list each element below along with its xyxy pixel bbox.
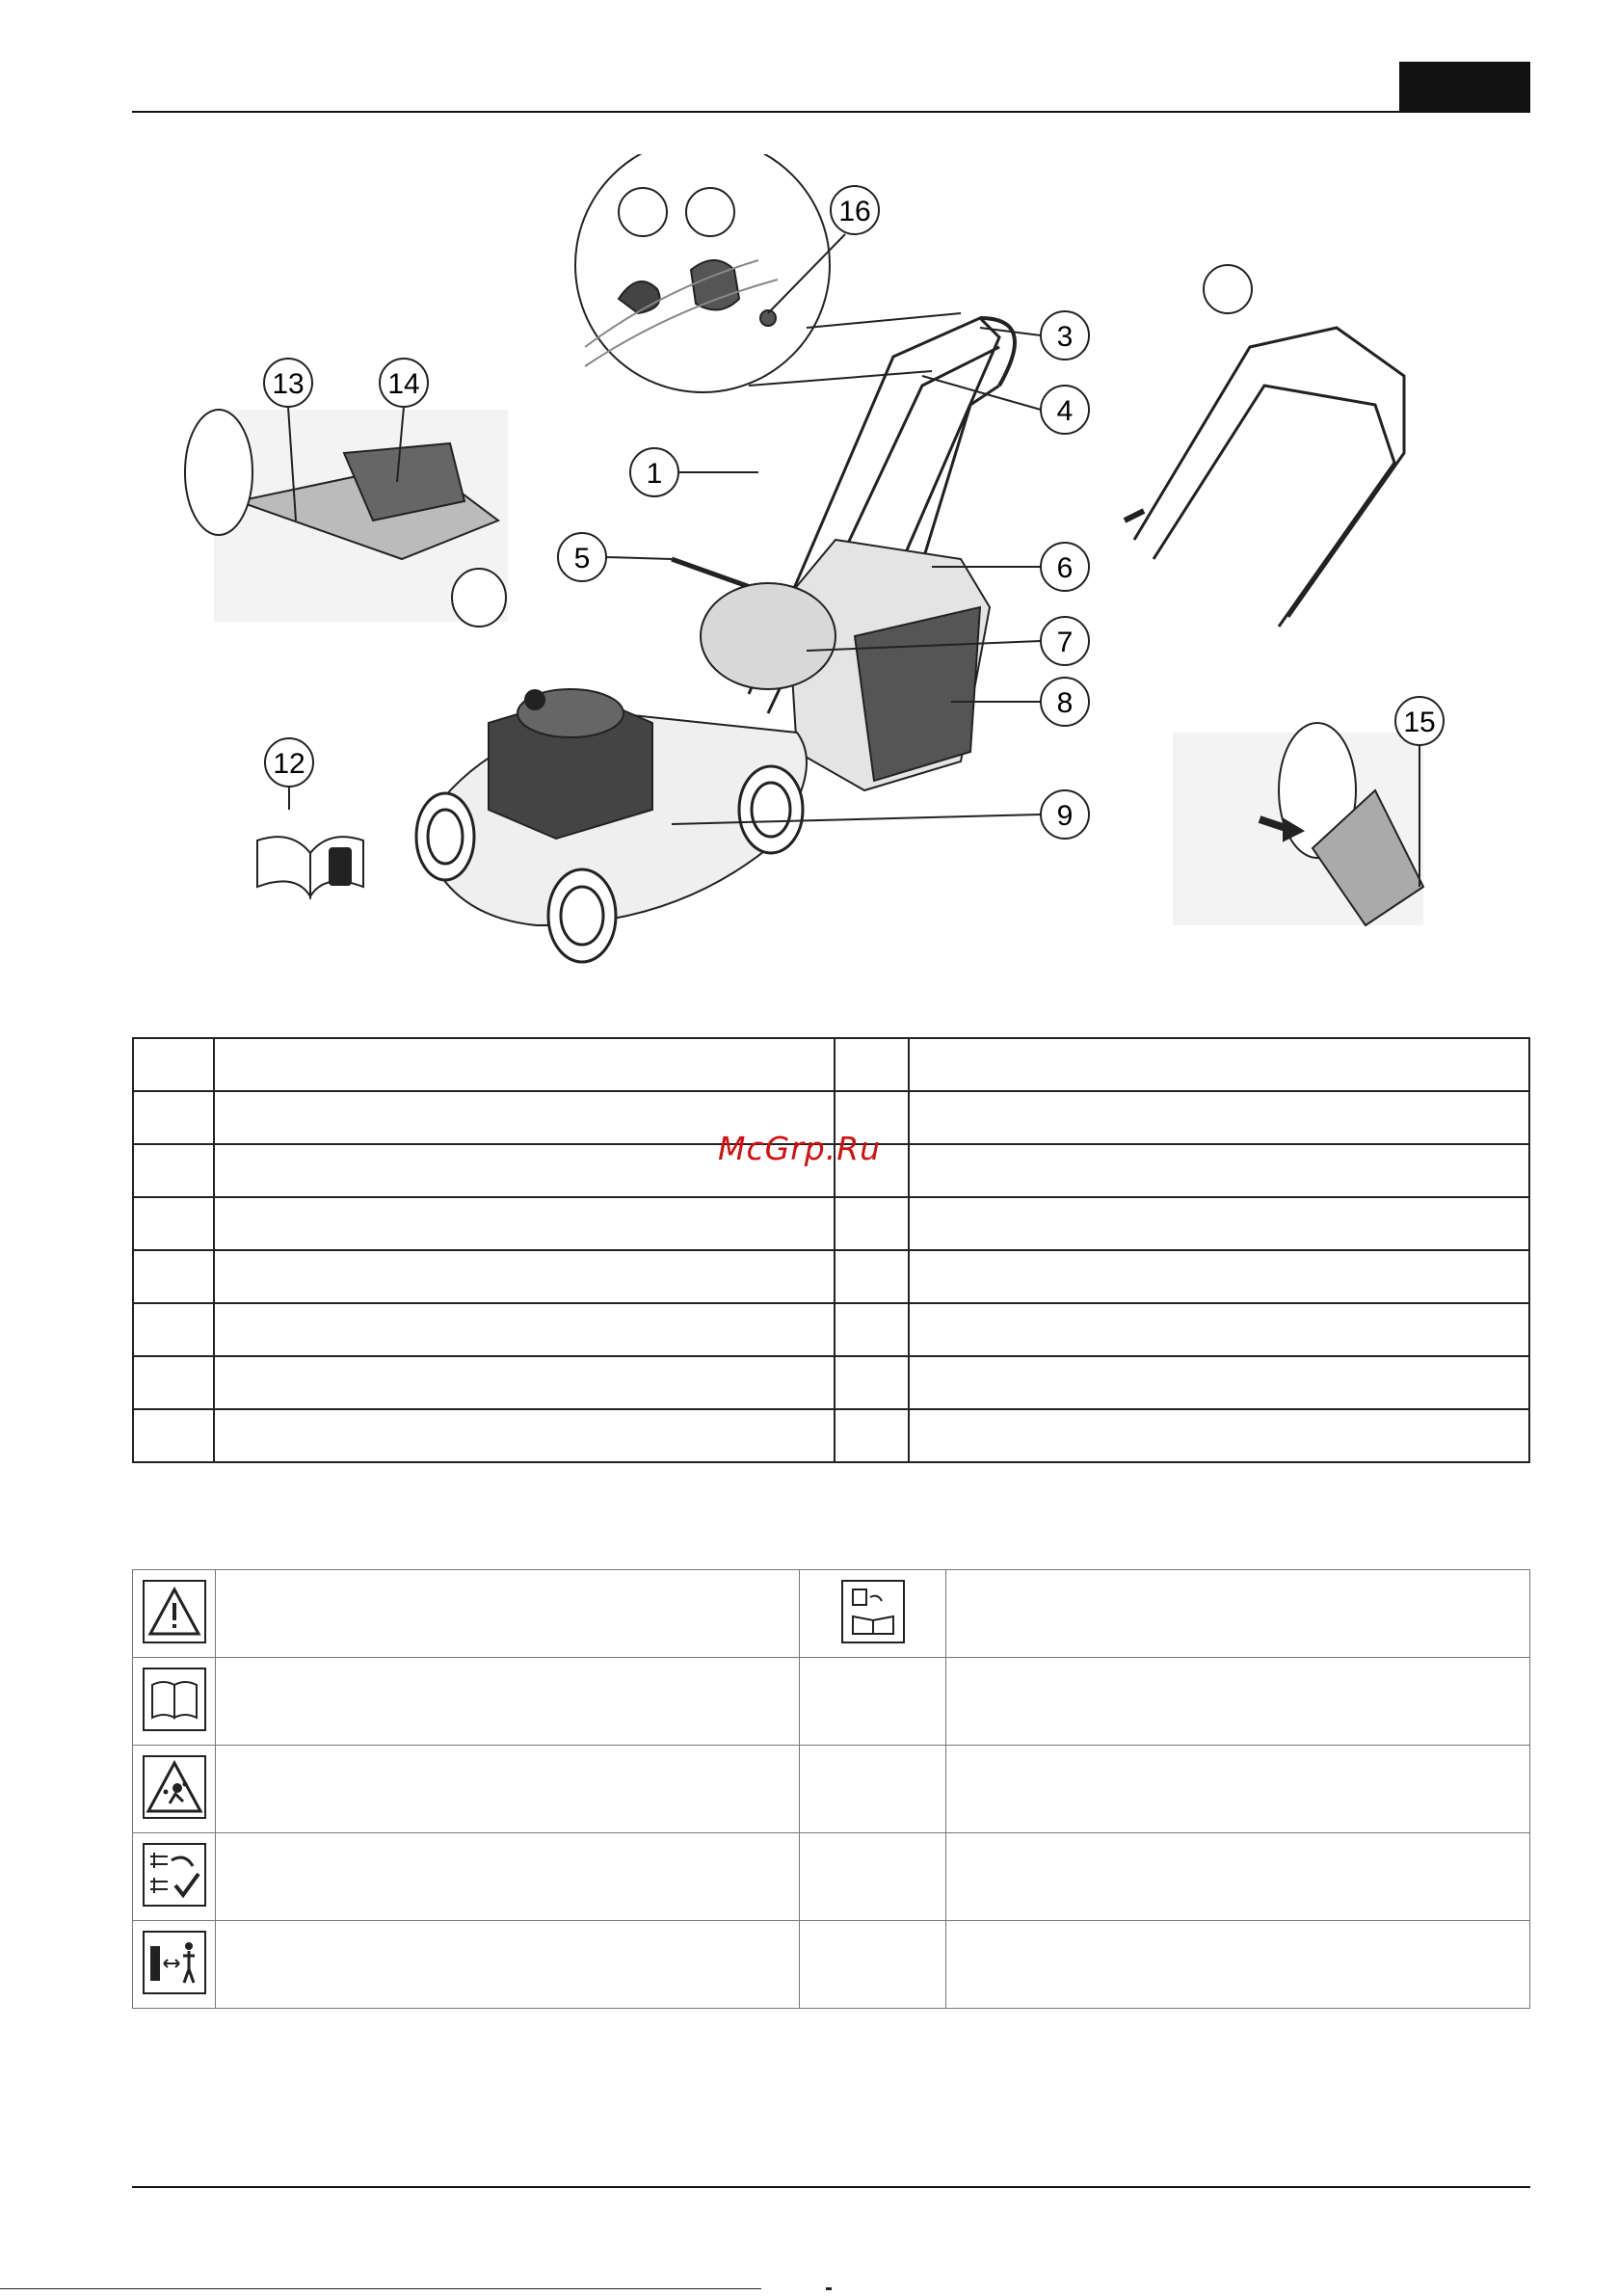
callout-16	[768, 186, 879, 313]
open-book-icon	[143, 1668, 206, 1731]
bottom-line	[0, 2288, 761, 2289]
callout-5	[558, 533, 672, 581]
symbols-row	[133, 1658, 1530, 1746]
parts-table-cell	[909, 1144, 1529, 1197]
svg-text:14: 14	[387, 368, 420, 400]
parts-table-row	[133, 1303, 1529, 1356]
symbols-row	[133, 1921, 1530, 2009]
header-rule	[132, 111, 1530, 113]
svg-text:16: 16	[838, 196, 871, 227]
parts-table-cell	[909, 1250, 1529, 1303]
parts-table-cell	[133, 1038, 214, 1091]
parts-table-cell	[835, 1197, 909, 1250]
parts-table-cell	[133, 1144, 214, 1197]
svg-text:5: 5	[573, 543, 591, 574]
disconnect-spark-plug-icon	[143, 1843, 206, 1907]
parts-table-cell	[835, 1038, 909, 1091]
warning-triangle-icon	[143, 1580, 206, 1643]
thrown-objects-warning-icon	[143, 1755, 206, 1819]
svg-text:6: 6	[1056, 552, 1074, 584]
parts-table-cell	[909, 1303, 1529, 1356]
callout-12	[265, 738, 313, 810]
svg-text:1: 1	[646, 458, 663, 490]
parts-table-cell	[214, 1250, 835, 1303]
svg-text:13: 13	[272, 368, 305, 400]
parts-table-cell	[835, 1356, 909, 1409]
parts-table	[132, 1037, 1530, 1463]
parts-table-cell	[214, 1303, 835, 1356]
watermark: McGrp.Ru	[718, 1130, 882, 1167]
parts-table-cell	[909, 1197, 1529, 1250]
svg-text:4: 4	[1056, 395, 1074, 427]
parts-table-row	[133, 1409, 1529, 1462]
svg-text:12: 12	[273, 748, 305, 780]
parts-table-cell	[133, 1250, 214, 1303]
parts-table-cell	[214, 1356, 835, 1409]
parts-table-cell	[909, 1356, 1529, 1409]
page-tab-block	[1399, 62, 1530, 112]
keep-distance-icon	[143, 1931, 206, 1994]
symbols-table	[132, 1569, 1530, 2009]
symbols-row	[133, 1570, 1530, 1658]
parts-table-cell	[214, 1409, 835, 1462]
parts-table-cell	[214, 1197, 835, 1250]
symbols-row	[133, 1746, 1530, 1833]
parts-table-cell	[133, 1197, 214, 1250]
parts-table-cell	[909, 1038, 1529, 1091]
parts-table-cell	[133, 1409, 214, 1462]
svg-text:3: 3	[1056, 321, 1074, 353]
footer-rule	[132, 2186, 1530, 2188]
symbols-row	[133, 1833, 1530, 1921]
parts-table-cell	[909, 1409, 1529, 1462]
svg-text:8: 8	[1056, 687, 1074, 719]
callout-1	[630, 448, 758, 496]
callout-4	[922, 376, 1089, 434]
parts-table-cell	[133, 1303, 214, 1356]
parts-table-cell	[133, 1356, 214, 1409]
parts-table-cell	[909, 1091, 1529, 1144]
bottom-tick	[826, 2287, 832, 2290]
parts-table-cell	[835, 1250, 909, 1303]
parts-table-row	[133, 1250, 1529, 1303]
lawnmower-illustration	[132, 154, 1530, 1002]
parts-table-row	[133, 1038, 1529, 1091]
parts-table-cell	[835, 1303, 909, 1356]
parts-table-cell	[214, 1038, 835, 1091]
engine-maintenance-manual-icon	[841, 1580, 905, 1643]
svg-text:9: 9	[1056, 800, 1074, 832]
parts-table-row	[133, 1356, 1529, 1409]
parts-table-cell	[133, 1091, 214, 1144]
svg-text:7: 7	[1056, 627, 1074, 658]
svg-text:15: 15	[1403, 707, 1436, 738]
parts-table-row	[133, 1197, 1529, 1250]
parts-table-cell	[835, 1409, 909, 1462]
